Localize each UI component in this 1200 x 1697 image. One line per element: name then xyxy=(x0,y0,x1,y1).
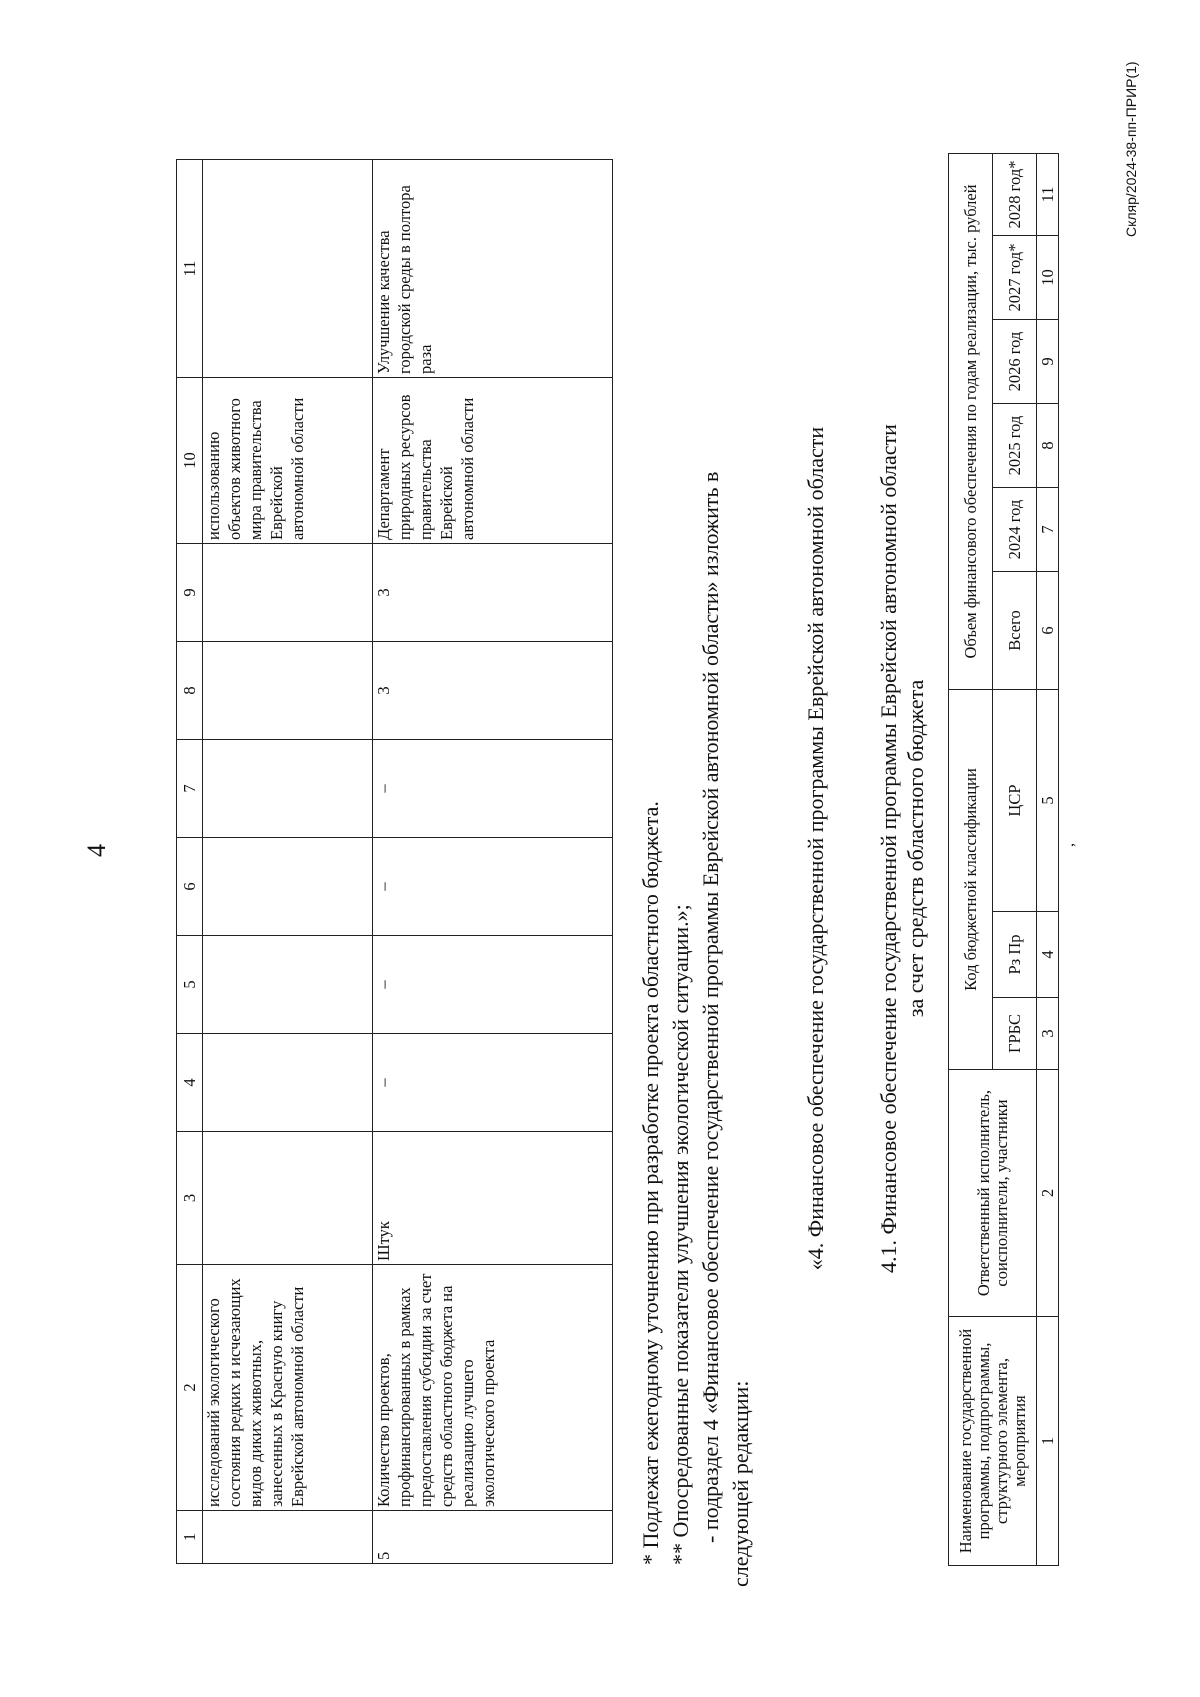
subsection-heading-line1: 4.1. Финансовое обеспечение государственной программы Еврейской автономной области xyxy=(876,424,901,1273)
header-cell: 10 xyxy=(177,378,203,544)
section-heading: «4. Финансовое обеспечение государственной программы Еврейской автономной области xyxy=(803,426,828,1271)
header-cell: 4 xyxy=(177,1034,203,1132)
table-row xyxy=(373,160,613,1564)
table-cell: 4 xyxy=(1037,912,1059,998)
table-cell: 3 xyxy=(373,642,613,740)
document-code: Скляр/2024-38-пп-ПРИР(1) xyxy=(1123,61,1139,237)
header-cell: 7 xyxy=(177,740,203,838)
header-cell: 11 xyxy=(177,160,203,378)
page-number: 4 xyxy=(82,844,111,857)
header-cell: Рз Пр xyxy=(993,912,1037,998)
table-cell xyxy=(203,1132,373,1265)
table-cell: 3 xyxy=(373,544,613,642)
table-cell xyxy=(203,1034,373,1132)
header-cell: 2026 год xyxy=(993,320,1037,404)
table-cell: 6 xyxy=(1037,572,1059,690)
header-cell: ЦСР xyxy=(993,690,1037,912)
table-header-row xyxy=(177,160,203,1564)
subsection-heading-line2: за счет средств областного бюджета xyxy=(903,679,928,1018)
table-cell: использованию объектов животного мира правительства Еврейской автономной области xyxy=(203,378,373,544)
table-cell: – xyxy=(373,740,613,838)
indicators-table xyxy=(176,159,613,1564)
header-cell: 2025 год xyxy=(993,404,1037,488)
table-cell: 7 xyxy=(1037,488,1059,572)
table-cell: 3 xyxy=(1037,998,1059,1070)
header-cell: 2028 год* xyxy=(993,153,1037,235)
header-cell: 5 xyxy=(177,936,203,1034)
footnote-1: * Подлежат ежегодному уточнению при разработке проекта областного бюджета. xyxy=(638,801,663,1565)
table-cell xyxy=(203,160,373,378)
table-cell xyxy=(203,544,373,642)
finance-table xyxy=(948,153,1059,1566)
table-cell xyxy=(203,936,373,1034)
table-cell: Улучшение качества городской среды в полтора раза xyxy=(373,160,613,378)
table-cell: – xyxy=(373,936,613,1034)
table-cell: 9 xyxy=(1037,320,1059,404)
table-row xyxy=(203,160,373,1564)
header-cell: 8 xyxy=(177,642,203,740)
header-cell: 9 xyxy=(177,544,203,642)
amendment-text: - подраздел 4 «Финансовое обеспечение государственной программы Еврейской автономной области» изложить в xyxy=(698,471,723,1543)
table-row xyxy=(1037,153,1059,1565)
table-cell xyxy=(203,838,373,936)
table-cell: Департамент природных ресурсов правительства Еврейской автономной области xyxy=(373,378,613,544)
table-cell: 1 xyxy=(1037,1317,1059,1566)
header-cell: Всего xyxy=(993,572,1037,690)
header-cell: Ответственный исполнитель, соисполнители, участники xyxy=(949,1070,1037,1317)
subsection-heading xyxy=(875,0,929,1697)
table-cell xyxy=(203,740,373,838)
table-cell xyxy=(203,1511,373,1564)
table-cell: 5 xyxy=(1037,690,1059,912)
header-cell: Наименование государственной программы, подпрограммы, структурного элемента, мероприятия xyxy=(949,1317,1037,1566)
table-cell: – xyxy=(373,838,613,936)
scan-mark: , xyxy=(1060,843,1077,847)
header-cell: Объем финансового обеспечения по годам реализации, тыс. рублей xyxy=(949,153,993,689)
table-cell: Штук xyxy=(373,1132,613,1265)
table-cell: 2 xyxy=(1037,1070,1059,1317)
header-cell: 1 xyxy=(177,1511,203,1564)
table-cell: 8 xyxy=(1037,404,1059,488)
amendment-text-cont: следующей редакции: xyxy=(728,1380,753,1587)
header-cell: 2027 год* xyxy=(993,236,1037,320)
table-cell: – xyxy=(373,1034,613,1132)
table-cell: 10 xyxy=(1037,236,1059,320)
header-cell: 6 xyxy=(177,838,203,936)
footnotes xyxy=(636,127,756,1587)
table-cell: 11 xyxy=(1037,153,1059,235)
footnote-2: ** Опосредованные показатели улучшения экологической ситуации.»; xyxy=(668,904,693,1565)
header-cell: ГРБС xyxy=(993,998,1037,1070)
header-cell: 3 xyxy=(177,1132,203,1265)
table-cell: Количество проектов, профинансированных в рамках предоставления субсидии за счет средств областного бюджета на реализацию лучшего экологического проекта xyxy=(373,1265,613,1511)
table-cell: 5 xyxy=(373,1511,613,1564)
table-cell: исследований экологического состояния редких и исчезающих видов диких животных, занесенных в Красную книгу Еврейской автономной области xyxy=(203,1265,373,1511)
header-cell: 2024 год xyxy=(993,488,1037,572)
header-cell: 2 xyxy=(177,1265,203,1511)
header-cell: Код бюджетной классификации xyxy=(949,690,993,1070)
table-cell xyxy=(203,642,373,740)
table-header-row xyxy=(949,153,993,1565)
